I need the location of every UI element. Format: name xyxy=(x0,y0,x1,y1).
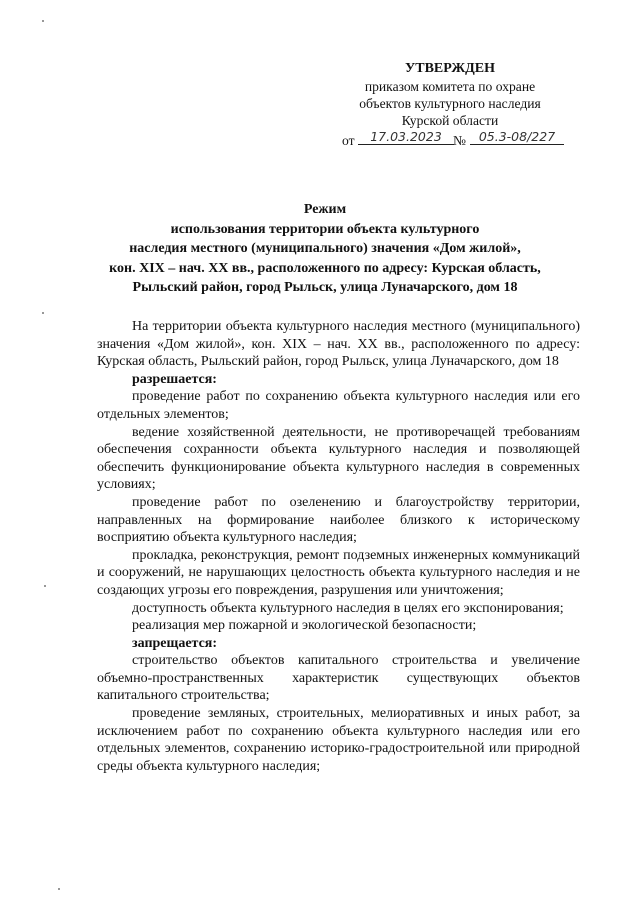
document-title xyxy=(85,200,565,298)
forbidden-heading: запрещается: xyxy=(132,635,218,651)
allowed-item: проведение работ по озеленению и благоустройству территории, направленных на формирование наиболее близкого к историческому восприятию объекта культурного наследия; xyxy=(97,494,580,546)
approval-block xyxy=(320,60,580,150)
allowed-item: реализация мер пожарной и экологической безопасности; xyxy=(132,618,477,634)
title-line: Рыльский район, город Рыльск, улица Луначарского, дом 18 xyxy=(132,280,518,295)
handwritten-number: 05.3-08/227 xyxy=(470,130,564,145)
number-prefix: № xyxy=(453,133,466,148)
allowed-item: ведение хозяйственной деятельности, не противоречащей требованиям обеспечения сохранности объекта культурного наследия и позволяющей обеспечить функционирование объекта культурного наследия в современных условиях; xyxy=(97,424,580,493)
forbidden-item: строительство объектов капитального строительства и увеличение объемно-пространственных характеристик существующих объектов капитального строительства; xyxy=(97,653,580,704)
document-body xyxy=(97,318,580,775)
approval-date-line xyxy=(320,130,580,150)
forbidden-item: проведение земляных, строительных, мелиоративных и иных работ, за исключением работ по сохранению объекта культурного наследия или его отдельных элементов, сохранению историко-градостроительной или природной среды объекта культурного наследия; xyxy=(97,706,580,774)
allowed-item: доступность объекта культурного наследия в целях его экспонирования; xyxy=(132,600,564,616)
title-line: использования территории объекта культурного xyxy=(170,221,480,237)
allowed-item: проведение работ по сохранению объекта культурного наследия или его отдельных элементов; xyxy=(97,389,580,422)
handwritten-date: 17.03.2023 xyxy=(358,130,454,145)
approval-heading: УТВЕРЖДЕН xyxy=(404,61,496,76)
scan-speck xyxy=(58,888,60,890)
allowed-heading: разрешается: xyxy=(132,371,217,387)
title-line: наследия местного (муниципального) значения «Дом жилой», xyxy=(129,241,521,256)
scan-speck xyxy=(44,585,46,587)
intro-paragraph: На территории объекта культурного наследия местного (муниципального) значения «Дом жилой», кон. XIX – нач. XX вв., расположенного по адресу: Курская область, Рыльский район, город Рыльск, улица Луначарского, дом 18 xyxy=(97,319,580,370)
scan-speck xyxy=(42,312,44,314)
title-line: Режим xyxy=(303,202,347,217)
approval-line: приказом комитета по охране xyxy=(364,79,536,94)
title-line: кон. XIX – нач. XX вв., расположенного по адресу: Курская область, xyxy=(109,260,541,276)
date-prefix: от xyxy=(342,133,355,148)
scan-speck xyxy=(42,20,44,22)
allowed-item: прокладка, реконструкция, ремонт подземных инженерных коммуникаций и сооружений, не нарушающих целостность объекта культурного наследия и не создающих угрозы его повреждения, разрушения или уничтожения; xyxy=(97,547,580,598)
approval-line: Курской области xyxy=(401,113,499,128)
approval-line: объектов культурного наследия xyxy=(359,96,541,111)
